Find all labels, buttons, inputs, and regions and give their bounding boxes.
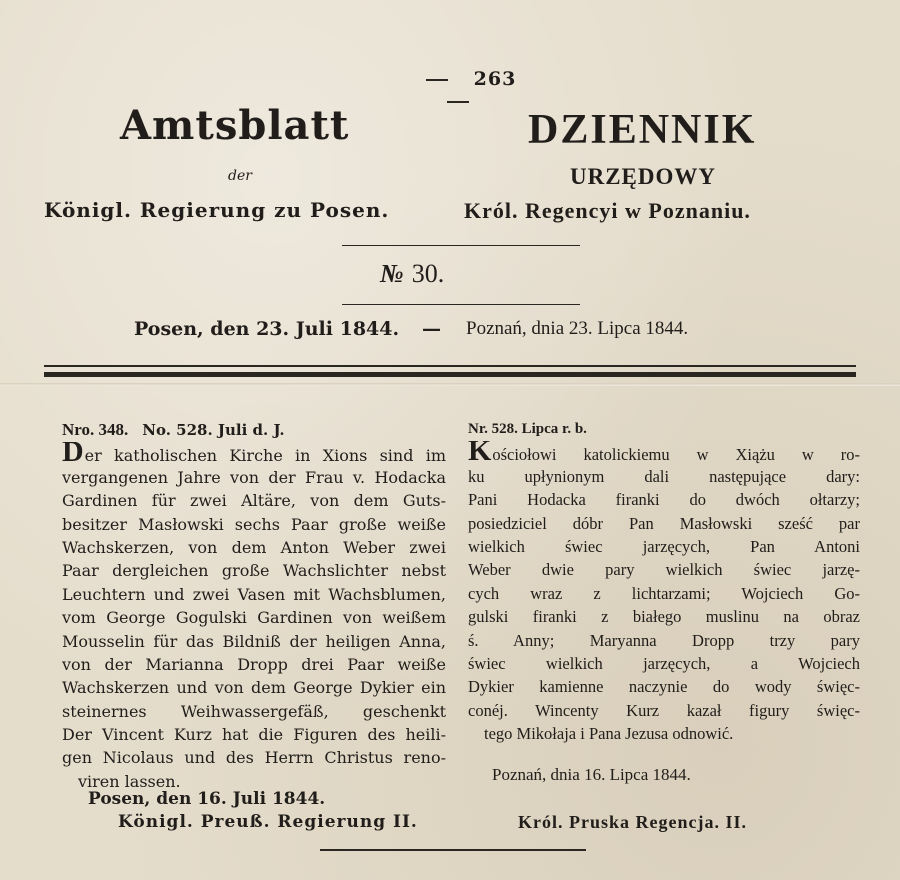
- notice-ref-polish: Nr. 528. Lipca r. b.: [468, 421, 587, 437]
- masthead-sub-polish: URZĘDOWY: [570, 164, 717, 189]
- page-number: [370, 68, 546, 112]
- text-line: Wachskerzen, von dem Anton Weber zwei: [62, 537, 446, 557]
- notice-header-german: [62, 418, 446, 442]
- text-line: posiedziciel dóbr Pan Masłowski sześć par: [468, 513, 860, 533]
- issue-date-polish: Poznań, dnia 23. Lipca 1844.: [466, 318, 689, 339]
- text-line: gulski firanki z białego muslinu na obraz: [468, 607, 860, 627]
- column-polish: [468, 418, 860, 746]
- text-line: Mousselin für das Bildniß der heiligen Anna,: [62, 631, 446, 651]
- text-line: conéj. Wincenty Kurz kazał figury święc-: [468, 700, 860, 720]
- text-line: viren lassen.: [78, 771, 181, 791]
- masthead-sub-german: der: [228, 168, 252, 184]
- notice-number: Nro. 348.: [62, 420, 129, 439]
- text-line: Gardinen für zwei Altäre, von dem Guts-: [62, 491, 446, 511]
- text-line: cych wraz z lichtarzami; Wojciech Go-: [468, 583, 860, 603]
- issue-symbol: №: [380, 259, 404, 288]
- masthead-rule-thick: [44, 372, 856, 377]
- dropcap-german: D: [62, 442, 84, 466]
- masthead-title-polish: DZIENNIK: [528, 107, 757, 153]
- issue-number: [380, 259, 540, 289]
- text-line: wielkich świec jarzęcych, Pan Antoni: [468, 536, 860, 556]
- text-line: tego Mikołaja i Pana Jezusa odnowić.: [484, 724, 734, 744]
- text-line: steinernes Weihwassergefäß, geschenkt: [62, 701, 446, 721]
- signature-authority-polish: Król. Pruska Regencja. II.: [518, 812, 747, 832]
- dropcap-polish: K: [468, 441, 492, 465]
- text-line: Pani Hodacka firanki do dwóch ołtarzy;: [468, 490, 860, 510]
- text-line: świec wielkich jarzęcych, a Wojciech: [468, 653, 860, 673]
- government-polish: Król. Regencyi w Poznaniu.: [464, 198, 751, 223]
- masthead-rule-thin: [44, 365, 856, 367]
- rule-below-issue: [342, 304, 580, 305]
- text-line: gen Nicolaus und des Herrn Christus reno-: [62, 748, 446, 768]
- text-line: vom George Gogulski Gardinen von weißem: [62, 608, 446, 628]
- text-line: von der Marianna Dropp drei Paar weiße: [62, 654, 446, 674]
- signature-date-german: Posen, den 16. Juli 1844.: [88, 789, 326, 809]
- text-line: Paar dergleichen große Wachslichter nebst: [62, 561, 446, 581]
- dash-left: [426, 79, 448, 81]
- issue-number-text: 30.: [411, 259, 445, 288]
- issue-date-german: Posen, den 23. Juli 1844.: [134, 318, 400, 340]
- signature-authority-german: Königl. Preuß. Regierung II.: [118, 812, 418, 832]
- column-german: [62, 418, 446, 793]
- text-line: vergangenen Jahre von der Frau v. Hodacka: [62, 467, 446, 487]
- signature-date-polish: Poznań, dnia 16. Lipca 1844.: [492, 765, 691, 784]
- page-number-text: 263: [473, 68, 517, 90]
- closing-rule: [320, 849, 586, 851]
- text-line: Wachskerzen und von dem George Dykier ein: [62, 678, 446, 698]
- text-line: ku upłynionym dali następujące dary:: [468, 466, 860, 486]
- date-separator: —: [422, 318, 441, 340]
- text-line: Dykier kamienne naczynie do wody święc-: [468, 677, 860, 697]
- text-line: Der Vincent Kurz hat die Figuren des heili-: [62, 725, 446, 745]
- dash-right: [447, 101, 469, 103]
- government-german: Königl. Regierung zu Posen.: [44, 198, 390, 222]
- text-line: besitzer Masłowski sechs Paar große weiße: [62, 514, 446, 534]
- notice-ref-german: No. 528. Juli d. J.: [142, 421, 285, 439]
- text-line: Leuchtern und zwei Vasen mit Wachsblumen,: [62, 584, 446, 604]
- rule-above-issue: [342, 245, 580, 246]
- masthead-title-german: Amtsblatt: [120, 102, 350, 149]
- text-line: Kościołowi katolickiemu w Xiążu w ro-: [468, 441, 860, 464]
- text-line: Weber dwie pary wielkich świec jarzę-: [468, 560, 860, 580]
- text-line: ś. Anny; Maryanna Dropp trzy pary: [468, 630, 860, 650]
- text-line: Der katholischen Kirche in Xions sind im: [62, 442, 446, 465]
- paper-fold: [0, 383, 900, 386]
